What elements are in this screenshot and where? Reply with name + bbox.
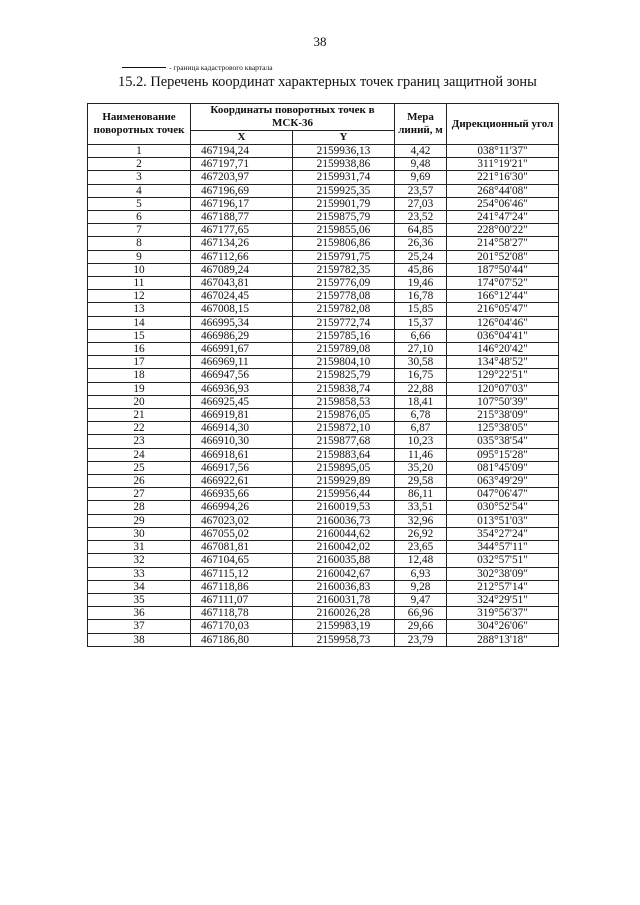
table-row: [88, 329, 559, 342]
table-row: [88, 395, 559, 408]
x-coordinate-cell: 467043,81: [191, 277, 293, 290]
table-row: [88, 541, 559, 554]
line-measure-cell: 29,66: [395, 620, 447, 633]
table-row: [88, 197, 559, 210]
x-coordinate-cell: 466991,67: [191, 343, 293, 356]
table-body: [88, 145, 559, 647]
y-coordinate-cell: 2160026,28: [293, 607, 395, 620]
table-row: [88, 171, 559, 184]
direction-angle-cell: 126°04'46": [447, 316, 559, 329]
table-row: [88, 409, 559, 422]
point-number-cell: 25: [88, 461, 191, 474]
point-number-cell: 35: [88, 593, 191, 606]
legend-text: - граница кадастрового квартала: [169, 62, 273, 72]
line-measure-cell: 6,87: [395, 422, 447, 435]
y-coordinate-cell: 2159782,35: [293, 263, 395, 276]
line-measure-cell: 11,46: [395, 448, 447, 461]
x-coordinate-cell: 466914,30: [191, 422, 293, 435]
x-coordinate-cell: 467081,81: [191, 541, 293, 554]
direction-angle-cell: 107°50'39": [447, 395, 559, 408]
line-measure-cell: 19,46: [395, 277, 447, 290]
y-coordinate-cell: 2159895,05: [293, 461, 395, 474]
x-coordinate-cell: 466947,56: [191, 369, 293, 382]
direction-angle-cell: 166°12'44": [447, 290, 559, 303]
direction-angle-cell: 344°57'11": [447, 541, 559, 554]
y-coordinate-cell: 2160031,78: [293, 593, 395, 606]
line-measure-cell: 18,41: [395, 395, 447, 408]
point-number-cell: 32: [88, 554, 191, 567]
table-row: [88, 554, 559, 567]
line-measure-cell: 6,78: [395, 409, 447, 422]
x-coordinate-cell: 467177,65: [191, 224, 293, 237]
x-coordinate-cell: 467186,80: [191, 633, 293, 646]
point-number-cell: 24: [88, 448, 191, 461]
x-coordinate-cell: 467118,86: [191, 580, 293, 593]
y-coordinate-cell: 2159838,74: [293, 382, 395, 395]
x-coordinate-cell: 467023,02: [191, 514, 293, 527]
line-measure-cell: 64,85: [395, 224, 447, 237]
table-row: [88, 158, 559, 171]
header-x: X: [191, 131, 293, 145]
point-number-cell: 31: [88, 541, 191, 554]
direction-angle-cell: 063°49'29": [447, 475, 559, 488]
line-measure-cell: 25,24: [395, 250, 447, 263]
x-coordinate-cell: 467188,77: [191, 211, 293, 224]
y-coordinate-cell: 2159929,89: [293, 475, 395, 488]
x-coordinate-cell: 467089,24: [191, 263, 293, 276]
table-row: [88, 263, 559, 276]
y-coordinate-cell: 2160036,73: [293, 514, 395, 527]
line-measure-cell: 4,42: [395, 145, 447, 158]
line-measure-cell: 23,52: [395, 211, 447, 224]
point-number-cell: 34: [88, 580, 191, 593]
direction-angle-cell: 120°07'03": [447, 382, 559, 395]
table-row: [88, 303, 559, 316]
legend-line-sample: [122, 67, 166, 68]
direction-angle-cell: 030°52'54": [447, 501, 559, 514]
point-number-cell: 22: [88, 422, 191, 435]
header-coordinates: Координаты поворотных точек в МСК-36: [191, 104, 395, 131]
line-measure-cell: 22,88: [395, 382, 447, 395]
page-number: 38: [313, 34, 327, 49]
y-coordinate-cell: 2160019,53: [293, 501, 395, 514]
x-coordinate-cell: 466917,56: [191, 461, 293, 474]
table-row: [88, 435, 559, 448]
y-coordinate-cell: 2159901,79: [293, 197, 395, 210]
x-coordinate-cell: 466969,11: [191, 356, 293, 369]
x-coordinate-cell: 466995,34: [191, 316, 293, 329]
point-number-cell: 33: [88, 567, 191, 580]
line-measure-cell: 6,66: [395, 329, 447, 342]
x-coordinate-cell: 466919,81: [191, 409, 293, 422]
point-number-cell: 13: [88, 303, 191, 316]
x-coordinate-cell: 467024,45: [191, 290, 293, 303]
y-coordinate-cell: 2159875,79: [293, 211, 395, 224]
point-number-cell: 5: [88, 197, 191, 210]
line-measure-cell: 29,58: [395, 475, 447, 488]
direction-angle-cell: 081°45'09": [447, 461, 559, 474]
x-coordinate-cell: 467197,71: [191, 158, 293, 171]
x-coordinate-cell: 466918,61: [191, 448, 293, 461]
table-row: [88, 422, 559, 435]
direction-angle-cell: 354°27'24": [447, 527, 559, 540]
direction-angle-cell: 129°22'51": [447, 369, 559, 382]
point-number-cell: 28: [88, 501, 191, 514]
line-measure-cell: 9,48: [395, 158, 447, 171]
y-coordinate-cell: 2160044,62: [293, 527, 395, 540]
direction-angle-cell: 187°50'44": [447, 263, 559, 276]
line-measure-cell: 32,96: [395, 514, 447, 527]
x-coordinate-cell: 467196,17: [191, 197, 293, 210]
y-coordinate-cell: 2160036,83: [293, 580, 395, 593]
y-coordinate-cell: 2159804,10: [293, 356, 395, 369]
direction-angle-cell: 047°06'47": [447, 488, 559, 501]
direction-angle-cell: 013°51'03": [447, 514, 559, 527]
point-number-cell: 11: [88, 277, 191, 290]
point-number-cell: 30: [88, 527, 191, 540]
y-coordinate-cell: 2160042,02: [293, 541, 395, 554]
line-measure-cell: 86,11: [395, 488, 447, 501]
y-coordinate-cell: 2159883,64: [293, 448, 395, 461]
point-number-cell: 6: [88, 211, 191, 224]
table-row: [88, 475, 559, 488]
x-coordinate-cell: 467134,26: [191, 237, 293, 250]
y-coordinate-cell: 2160042,67: [293, 567, 395, 580]
point-number-cell: 19: [88, 382, 191, 395]
y-coordinate-cell: 2159876,05: [293, 409, 395, 422]
x-coordinate-cell: 466922,61: [191, 475, 293, 488]
direction-angle-cell: 302°38'09": [447, 567, 559, 580]
coordinates-table: [87, 103, 559, 647]
legend: [122, 62, 273, 72]
table-row: [88, 237, 559, 250]
y-coordinate-cell: 2159806,86: [293, 237, 395, 250]
table-row: [88, 514, 559, 527]
direction-angle-cell: 254°06'46": [447, 197, 559, 210]
y-coordinate-cell: 2159877,68: [293, 435, 395, 448]
line-measure-cell: 16,75: [395, 369, 447, 382]
x-coordinate-cell: 466986,29: [191, 329, 293, 342]
header-point-name: Наименование поворотных точек: [88, 104, 191, 145]
direction-angle-cell: 201°52'08": [447, 250, 559, 263]
table-row: [88, 461, 559, 474]
x-coordinate-cell: 466910,30: [191, 435, 293, 448]
line-measure-cell: 27,03: [395, 197, 447, 210]
y-coordinate-cell: 2159791,75: [293, 250, 395, 263]
point-number-cell: 15: [88, 329, 191, 342]
point-number-cell: 1: [88, 145, 191, 158]
y-coordinate-cell: 2159782,08: [293, 303, 395, 316]
direction-angle-cell: 319°56'37": [447, 607, 559, 620]
x-coordinate-cell: 467055,02: [191, 527, 293, 540]
direction-angle-cell: 215°38'09": [447, 409, 559, 422]
x-coordinate-cell: 467118,78: [191, 607, 293, 620]
direction-angle-cell: 241°47'24": [447, 211, 559, 224]
direction-angle-cell: 221°16'30": [447, 171, 559, 184]
table-row: [88, 145, 559, 158]
line-measure-cell: 6,93: [395, 567, 447, 580]
direction-angle-cell: 268°44'08": [447, 184, 559, 197]
x-coordinate-cell: 467112,66: [191, 250, 293, 263]
x-coordinate-cell: 467203,97: [191, 171, 293, 184]
line-measure-cell: 16,78: [395, 290, 447, 303]
table-row: [88, 184, 559, 197]
table-row: [88, 224, 559, 237]
line-measure-cell: 23,57: [395, 184, 447, 197]
point-number-cell: 37: [88, 620, 191, 633]
x-coordinate-cell: 466936,93: [191, 382, 293, 395]
header-y: Y: [293, 131, 395, 145]
table-row: [88, 527, 559, 540]
y-coordinate-cell: 2159778,08: [293, 290, 395, 303]
point-number-cell: 18: [88, 369, 191, 382]
line-measure-cell: 10,23: [395, 435, 447, 448]
table-row: [88, 448, 559, 461]
x-coordinate-cell: 467104,65: [191, 554, 293, 567]
point-number-cell: 8: [88, 237, 191, 250]
point-number-cell: 21: [88, 409, 191, 422]
table-row: [88, 356, 559, 369]
y-coordinate-cell: 2159858,53: [293, 395, 395, 408]
table-row: [88, 316, 559, 329]
point-number-cell: 26: [88, 475, 191, 488]
line-measure-cell: 26,92: [395, 527, 447, 540]
line-measure-cell: 12,48: [395, 554, 447, 567]
table-row: [88, 620, 559, 633]
y-coordinate-cell: 2159936,13: [293, 145, 395, 158]
line-measure-cell: 9,47: [395, 593, 447, 606]
table-row: [88, 343, 559, 356]
line-measure-cell: 23,65: [395, 541, 447, 554]
direction-angle-cell: 174°07'52": [447, 277, 559, 290]
y-coordinate-cell: 2160035,88: [293, 554, 395, 567]
line-measure-cell: 15,37: [395, 316, 447, 329]
point-number-cell: 2: [88, 158, 191, 171]
point-number-cell: 7: [88, 224, 191, 237]
direction-angle-cell: 304°26'06": [447, 620, 559, 633]
point-number-cell: 38: [88, 633, 191, 646]
y-coordinate-cell: 2159938,86: [293, 158, 395, 171]
line-measure-cell: 33,51: [395, 501, 447, 514]
direction-angle-cell: 311°19'21": [447, 158, 559, 171]
point-number-cell: 23: [88, 435, 191, 448]
direction-angle-cell: 032°57'51": [447, 554, 559, 567]
line-measure-cell: 27,10: [395, 343, 447, 356]
table-row: [88, 607, 559, 620]
direction-angle-cell: 216°05'47": [447, 303, 559, 316]
direction-angle-cell: 125°38'05": [447, 422, 559, 435]
line-measure-cell: 35,20: [395, 461, 447, 474]
point-number-cell: 3: [88, 171, 191, 184]
x-coordinate-cell: 467196,69: [191, 184, 293, 197]
direction-angle-cell: 228°00'22": [447, 224, 559, 237]
line-measure-cell: 9,69: [395, 171, 447, 184]
direction-angle-cell: 134°48'52": [447, 356, 559, 369]
y-coordinate-cell: 2159956,44: [293, 488, 395, 501]
line-measure-cell: 15,85: [395, 303, 447, 316]
direction-angle-cell: 035°38'54": [447, 435, 559, 448]
table-row: [88, 593, 559, 606]
x-coordinate-cell: 466994,26: [191, 501, 293, 514]
y-coordinate-cell: 2159785,16: [293, 329, 395, 342]
line-measure-cell: 66,96: [395, 607, 447, 620]
y-coordinate-cell: 2159776,09: [293, 277, 395, 290]
line-measure-cell: 26,36: [395, 237, 447, 250]
line-measure-cell: 23,79: [395, 633, 447, 646]
table-row: [88, 488, 559, 501]
x-coordinate-cell: 466925,45: [191, 395, 293, 408]
direction-angle-cell: 212°57'14": [447, 580, 559, 593]
y-coordinate-cell: 2159983,19: [293, 620, 395, 633]
table-row: [88, 633, 559, 646]
point-number-cell: 36: [88, 607, 191, 620]
section-title: 15.2. Перечень координат характерных точек границ защитной зоны: [118, 74, 537, 90]
point-number-cell: 29: [88, 514, 191, 527]
point-number-cell: 14: [88, 316, 191, 329]
line-measure-cell: 30,58: [395, 356, 447, 369]
table-row: [88, 501, 559, 514]
point-number-cell: 20: [88, 395, 191, 408]
table-row: [88, 567, 559, 580]
direction-angle-cell: 214°58'27": [447, 237, 559, 250]
x-coordinate-cell: 466935,66: [191, 488, 293, 501]
point-number-cell: 27: [88, 488, 191, 501]
point-number-cell: 4: [88, 184, 191, 197]
y-coordinate-cell: 2159772,74: [293, 316, 395, 329]
y-coordinate-cell: 2159958,73: [293, 633, 395, 646]
header-line-measure: Мера линий, м: [395, 104, 447, 145]
x-coordinate-cell: 467170,03: [191, 620, 293, 633]
y-coordinate-cell: 2159789,08: [293, 343, 395, 356]
direction-angle-cell: 095°15'28": [447, 448, 559, 461]
direction-angle-cell: 324°29'51": [447, 593, 559, 606]
direction-angle-cell: 036°04'41": [447, 329, 559, 342]
point-number-cell: 10: [88, 263, 191, 276]
x-coordinate-cell: 467008,15: [191, 303, 293, 316]
y-coordinate-cell: 2159931,74: [293, 171, 395, 184]
x-coordinate-cell: 467194,24: [191, 145, 293, 158]
x-coordinate-cell: 467111,07: [191, 593, 293, 606]
table-row: [88, 277, 559, 290]
table-row: [88, 369, 559, 382]
point-number-cell: 12: [88, 290, 191, 303]
line-measure-cell: 45,86: [395, 263, 447, 276]
y-coordinate-cell: 2159925,35: [293, 184, 395, 197]
table-row: [88, 382, 559, 395]
y-coordinate-cell: 2159825,79: [293, 369, 395, 382]
y-coordinate-cell: 2159872,10: [293, 422, 395, 435]
point-number-cell: 17: [88, 356, 191, 369]
table-row: [88, 580, 559, 593]
x-coordinate-cell: 467115,12: [191, 567, 293, 580]
point-number-cell: 16: [88, 343, 191, 356]
direction-angle-cell: 288°13'18": [447, 633, 559, 646]
table-row: [88, 211, 559, 224]
direction-angle-cell: 146°20'42": [447, 343, 559, 356]
table-row: [88, 290, 559, 303]
point-number-cell: 9: [88, 250, 191, 263]
y-coordinate-cell: 2159855,06: [293, 224, 395, 237]
table-row: [88, 250, 559, 263]
line-measure-cell: 9,28: [395, 580, 447, 593]
direction-angle-cell: 038°11'37": [447, 145, 559, 158]
header-direction-angle: Дирекционный угол: [447, 104, 559, 145]
